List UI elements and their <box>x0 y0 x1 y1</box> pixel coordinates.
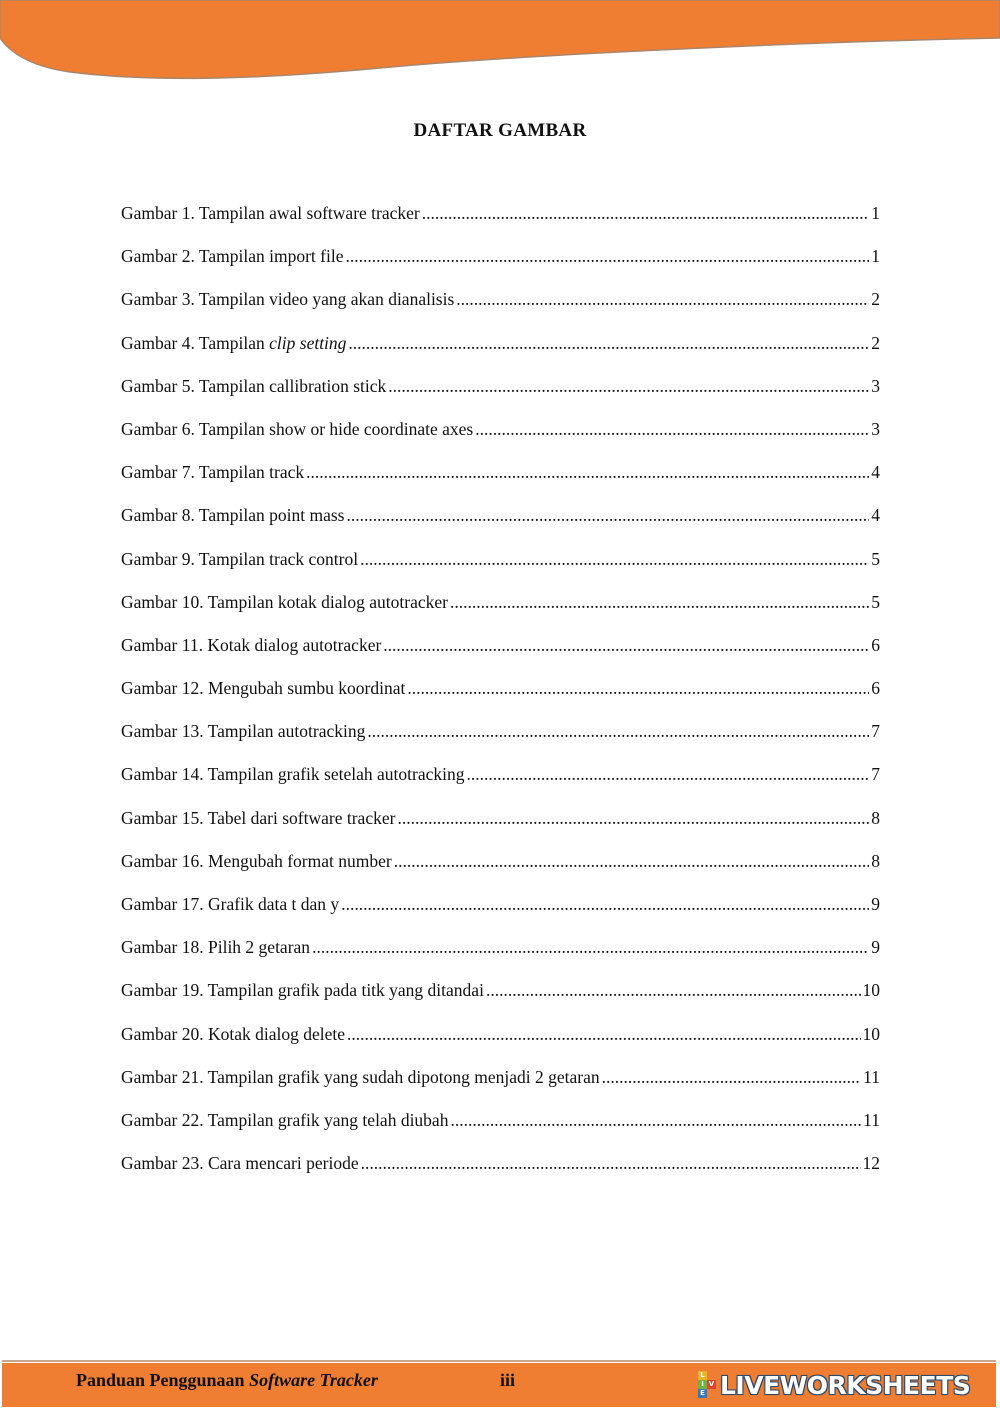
toc-dot-leader <box>361 1153 861 1174</box>
toc-entry <box>121 549 880 592</box>
toc-entry <box>121 764 880 807</box>
toc-dot-leader <box>367 721 869 742</box>
toc-entry <box>121 894 880 937</box>
toc-dot-leader <box>466 764 869 785</box>
header-orange-wave <box>0 0 1000 90</box>
toc-entry <box>121 376 880 419</box>
toc-entry-page-number: 11 <box>863 1066 880 1087</box>
toc-dot-leader <box>394 851 870 872</box>
toc-entry-label: Gambar 11. Kotak dialog autotracker <box>121 634 382 655</box>
logo-letter-i: I <box>698 1380 707 1389</box>
toc-entry <box>121 592 880 635</box>
toc-entry-label: Gambar 22. Tampilan grafik yang telah diubah <box>121 1109 449 1130</box>
toc-entry-label: Gambar 8. Tampilan point mass <box>121 505 345 526</box>
toc-entry-page-number: 5 <box>871 591 880 612</box>
toc-entry-label: Gambar 9. Tampilan track control <box>121 548 359 569</box>
toc-entry <box>121 246 880 289</box>
toc-dot-leader <box>475 419 869 440</box>
toc-entry-label: Gambar 5. Tampilan callibration stick <box>121 375 387 396</box>
toc-entry-label: Gambar 16. Mengubah format number <box>121 850 392 871</box>
table-of-figures <box>121 203 880 1196</box>
toc-entry-page-number: 9 <box>871 937 880 958</box>
toc-entry-label: Gambar 20. Kotak dialog delete <box>121 1023 346 1044</box>
toc-entry-page-number: 6 <box>871 678 880 699</box>
toc-entry-page-number: 3 <box>871 375 880 396</box>
toc-entry-label: Gambar 6. Tampilan show or hide coordinate axes <box>121 418 474 439</box>
page-title: DAFTAR GAMBAR <box>413 120 587 141</box>
footer-page-number: iii <box>500 1370 516 1390</box>
toc-entry-page-number: 9 <box>871 894 880 914</box>
toc-entry-page-number: 7 <box>871 764 880 785</box>
toc-dot-leader <box>348 333 869 354</box>
toc-entry-label-prefix: Gambar 4. Tampilan <box>121 332 270 353</box>
toc-entry-label: Gambar 21. Tampilan grafik yang sudah dipotong menjadi 2 getaran <box>121 1066 600 1087</box>
toc-entry-page-number: 7 <box>871 721 880 742</box>
toc-dot-leader <box>347 1024 860 1045</box>
toc-entry-label: Gambar 15. Tabel dari software tracker <box>121 807 396 828</box>
toc-entry <box>121 635 880 678</box>
toc-entry-page-number: 8 <box>871 850 880 871</box>
toc-dot-leader <box>397 808 869 829</box>
footer-document-title <box>76 1370 378 1391</box>
toc-dot-leader <box>450 1110 861 1131</box>
toc-entry-label: Gambar 1. Tampilan awal software tracker <box>121 203 420 223</box>
toc-entry <box>121 289 880 332</box>
toc-entry-label: Gambar 3. Tampilan video yang akan dianalisis <box>121 289 455 310</box>
toc-entry-label: Gambar 19. Tampilan grafik pada titk yang ditandai <box>121 980 484 1001</box>
logo-letter-l: L <box>698 1371 707 1380</box>
toc-entry <box>121 1110 880 1153</box>
toc-dot-leader <box>360 549 869 570</box>
toc-entry-page-number: 4 <box>871 462 880 483</box>
toc-entry-page-number: 8 <box>871 807 880 828</box>
toc-entry <box>121 1067 880 1110</box>
liveworksheets-logo[interactable] <box>698 1368 970 1402</box>
toc-entry-page-number: 4 <box>871 505 880 526</box>
toc-entry-page-number: 6 <box>871 634 880 655</box>
toc-entry-page-number: 1 <box>871 203 880 223</box>
toc-entry <box>121 937 880 980</box>
toc-dot-leader <box>383 635 869 656</box>
toc-entry-label: Gambar 23. Cara mencari periode <box>121 1153 359 1174</box>
toc-entry-label <box>121 333 346 354</box>
toc-entry-page-number: 12 <box>862 1153 880 1174</box>
toc-entry-page-number: 5 <box>871 548 880 569</box>
toc-entry-label: Gambar 12. Mengubah sumbu koordinat <box>121 678 406 699</box>
toc-dot-leader <box>407 678 869 699</box>
footer-title-prefix: Panduan Penggunaan <box>76 1370 250 1390</box>
toc-entry-label: Gambar 17. Grafik data t dan y <box>121 894 340 914</box>
logo-letter-v: V <box>708 1380 715 1388</box>
toc-entry <box>121 808 880 851</box>
toc-entry-label: Gambar 10. Tampilan kotak dialog autotracker <box>121 591 448 612</box>
page-footer <box>0 1360 1000 1413</box>
toc-entry-label: Gambar 13. Tampilan autotracking <box>121 721 366 742</box>
liveworksheets-wordmark: LIVEWORKSHEETS <box>720 1370 971 1400</box>
toc-dot-leader <box>422 203 870 224</box>
toc-entry <box>121 851 880 894</box>
toc-entry-label: Gambar 18. Pilih 2 getaran <box>121 937 311 958</box>
toc-dot-leader <box>341 894 869 915</box>
toc-entry-label: Gambar 14. Tampilan grafik setelah autotracking <box>121 764 465 785</box>
toc-dot-leader <box>388 376 869 397</box>
toc-entry-label: Gambar 7. Tampilan track <box>121 462 305 483</box>
toc-entry <box>121 419 880 462</box>
toc-dot-leader <box>450 592 869 613</box>
toc-dot-leader <box>312 937 869 958</box>
liveworksheets-icon <box>698 1371 716 1399</box>
toc-entry-label-italic: clip setting <box>269 332 347 353</box>
toc-entry <box>121 678 880 721</box>
toc-entry-page-number: 2 <box>871 332 880 353</box>
toc-entry-page-number: 1 <box>871 246 880 267</box>
toc-entry <box>121 1024 880 1067</box>
logo-letter-e: E <box>698 1389 707 1398</box>
toc-dot-leader <box>346 246 870 267</box>
toc-dot-leader <box>346 505 869 526</box>
footer-title-italic: Software Tracker <box>249 1370 378 1390</box>
toc-entry <box>121 462 880 505</box>
toc-entry-page-number: 10 <box>862 1023 880 1044</box>
toc-dot-leader <box>486 980 861 1001</box>
toc-entry-page-number: 10 <box>862 980 880 1001</box>
toc-entry <box>121 980 880 1023</box>
toc-entry <box>121 1153 880 1196</box>
toc-entry-page-number: 3 <box>871 418 880 439</box>
footer-divider <box>2 1360 996 1362</box>
toc-dot-leader <box>456 289 869 310</box>
toc-dot-leader <box>306 462 869 483</box>
toc-entry-page-number: 2 <box>871 289 880 310</box>
toc-entry <box>121 333 880 376</box>
toc-entry <box>121 505 880 548</box>
toc-entry <box>121 203 880 246</box>
toc-entry-page-number: 11 <box>863 1109 880 1130</box>
toc-entry <box>121 721 880 764</box>
toc-entry-label: Gambar 2. Tampilan import file <box>121 246 344 267</box>
toc-dot-leader <box>602 1067 862 1088</box>
